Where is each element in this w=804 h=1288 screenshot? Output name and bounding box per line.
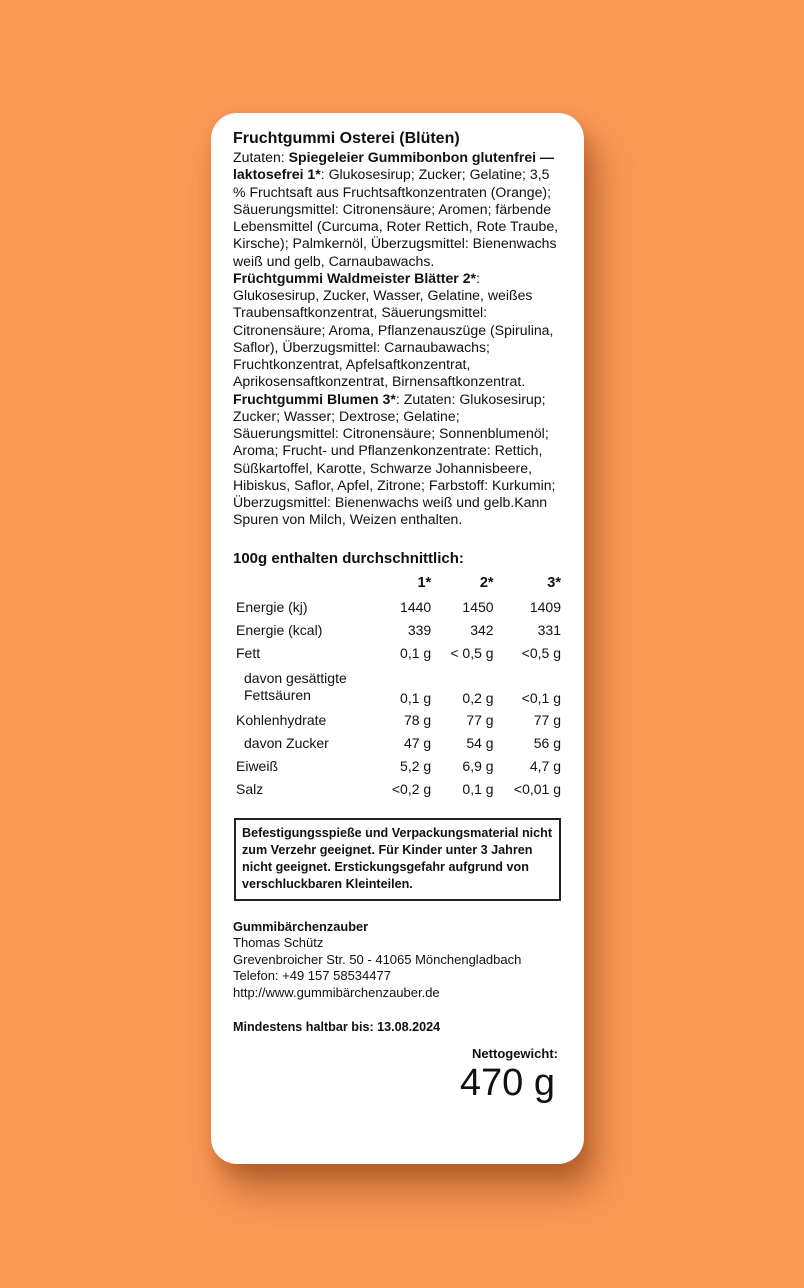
product-1-name: Spiegeleier Gummibonbon glutenfrei — laktosefrei 1* <box>233 149 555 183</box>
row-value-3: 4,7 g <box>529 758 561 774</box>
table-row <box>233 732 561 755</box>
nutrition-header-row <box>233 570 561 596</box>
table-row <box>233 642 561 665</box>
row-label: Energie (kcal) <box>236 622 323 638</box>
company-info <box>233 919 561 1002</box>
row-value-1: 0,1 g <box>400 689 432 706</box>
header-empty-cell <box>233 570 371 596</box>
safety-warning-box: Befestigungsspieße und Verpackungsmaterial nicht zum Verzehr geeignet. Für Kinder unter 3 Jahren nicht geeignet. Erstickungsgefahr aufgrund von verschluckbaren Kleinteilen. <box>234 818 561 901</box>
row-label: Eiweiß <box>236 758 279 774</box>
nutrition-heading: 100g enthalten durchschnittlich: <box>233 549 464 567</box>
product-3-ingredients: : Zutaten: Glukosesirup; Zucker; Wasser; Dextrose; Gelatine; Säuerungsmittel: Citronensäure; Sonnenblumenöl; Aroma; Frucht- und Pflanzenkonzentrate: Rettich, Süßkartoffel, Karotte, Schwarze Johannisbeere, Hibiskus, Saflor, Apfel, Zitrone; Farbstoff: Kurkumin; Überzugsmittel: Bienenwachs weiß und gelb.Kann Spuren von Milch, Weizen enthalten. <box>233 390 556 528</box>
product-3-name: Fruchtgummi Blumen 3* <box>233 390 396 407</box>
row-label: Fett <box>236 645 261 661</box>
row-value-2: 342 <box>470 622 494 638</box>
column-header-2: 2* <box>479 574 494 591</box>
nutrition-table <box>233 570 561 801</box>
row-value-3: <0,5 g <box>521 645 561 661</box>
company-name: Gummibärchenzauber <box>233 918 369 934</box>
row-value-3: 1409 <box>529 599 561 615</box>
row-value-1: 47 g <box>403 735 432 751</box>
company-person: Thomas Schütz <box>233 935 324 951</box>
row-value-3: 331 <box>537 622 561 638</box>
company-website: http://www.gummibärchenzauber.de <box>233 984 440 1000</box>
product-2-ingredients: : Glukosesirup, Zucker, Wasser, Gelatine, weißes Traubensaftkonzentrat, Säuerungsmittel: Citronensäure; Aroma, Pflanzenauszüge (Spirulina, Saflor), Überzugsmittel: Carnaubawachs; Fruchtkonzentrat, Apfelsaftkonzentrat, Aprikosensaftkonzentrat, Birnensaftkonzentrat. <box>233 269 554 390</box>
row-value-2: 54 g <box>466 735 494 751</box>
table-row <box>233 709 561 732</box>
table-row <box>233 778 561 801</box>
row-value-3: 77 g <box>533 712 561 728</box>
row-value-1: 78 g <box>403 712 432 728</box>
product-1-ingredients: : Glukosesirup; Zucker; Gelatine; 3,5 % Fruchtsaft aus Fruchtsaftkonzentraten (Orange); Säuerungsmittel: Citronensäure; Aromen; färbende Lebensmittel (Curcuma, Roter Rettich, Rote Traube, Kirsche); Palmkernöl, Überzugsmittel: Bienenwachs weiß und gelb, Carnaubawachs. <box>233 166 559 269</box>
row-value-3: <0,01 g <box>513 781 561 797</box>
row-label: Salz <box>236 781 264 797</box>
row-value-2: 0,2 g <box>462 689 494 706</box>
row-value-1: 5,2 g <box>400 758 432 774</box>
product-2-name: Früchtgummi Waldmeister Blätter 2* <box>233 269 477 286</box>
row-value-1: <0,2 g <box>391 781 432 797</box>
row-value-2: 1450 <box>462 599 494 615</box>
company-address: Grevenbroicher Str. 50 - 41065 Mönchengladbach <box>233 951 522 967</box>
row-label: davon Zucker <box>244 735 329 751</box>
best-before-date: Mindestens haltbar bis: 13.08.2024 <box>233 1020 441 1035</box>
product-label <box>211 113 584 1164</box>
row-value-1: 0,1 g <box>400 645 432 661</box>
column-header-3: 3* <box>547 574 561 591</box>
table-row <box>233 665 561 709</box>
row-value-2: 77 g <box>466 712 494 728</box>
row-label: Kohlenhydrate <box>236 712 327 728</box>
table-row <box>233 596 561 619</box>
row-value-2: < 0,5 g <box>450 645 494 661</box>
row-value-3: <0,1 g <box>521 689 561 706</box>
row-label-line-2: Fettsäuren <box>244 686 311 703</box>
net-weight-value: 470 g <box>459 1062 555 1105</box>
row-value-2: 0,1 g <box>462 781 494 797</box>
company-phone: Telefon: +49 157 58534477 <box>233 968 391 984</box>
table-row <box>233 755 561 778</box>
row-value-3: 56 g <box>533 735 561 751</box>
table-row <box>233 619 561 642</box>
row-label <box>233 665 371 709</box>
row-label-line-1: davon gesättigte <box>244 669 347 686</box>
net-weight-label: Nettogewicht: <box>472 1046 558 1062</box>
column-header-1: 1* <box>417 574 432 591</box>
row-value-1: 1440 <box>400 599 432 615</box>
ingredients-intro: Zutaten: <box>233 149 289 165</box>
row-value-2: 6,9 g <box>462 758 494 774</box>
product-title: Fruchtgummi Osterei (Blüten) <box>233 130 460 147</box>
ingredients-text <box>233 149 561 529</box>
row-label: Energie (kj) <box>236 599 308 615</box>
row-value-1: 339 <box>407 622 432 638</box>
